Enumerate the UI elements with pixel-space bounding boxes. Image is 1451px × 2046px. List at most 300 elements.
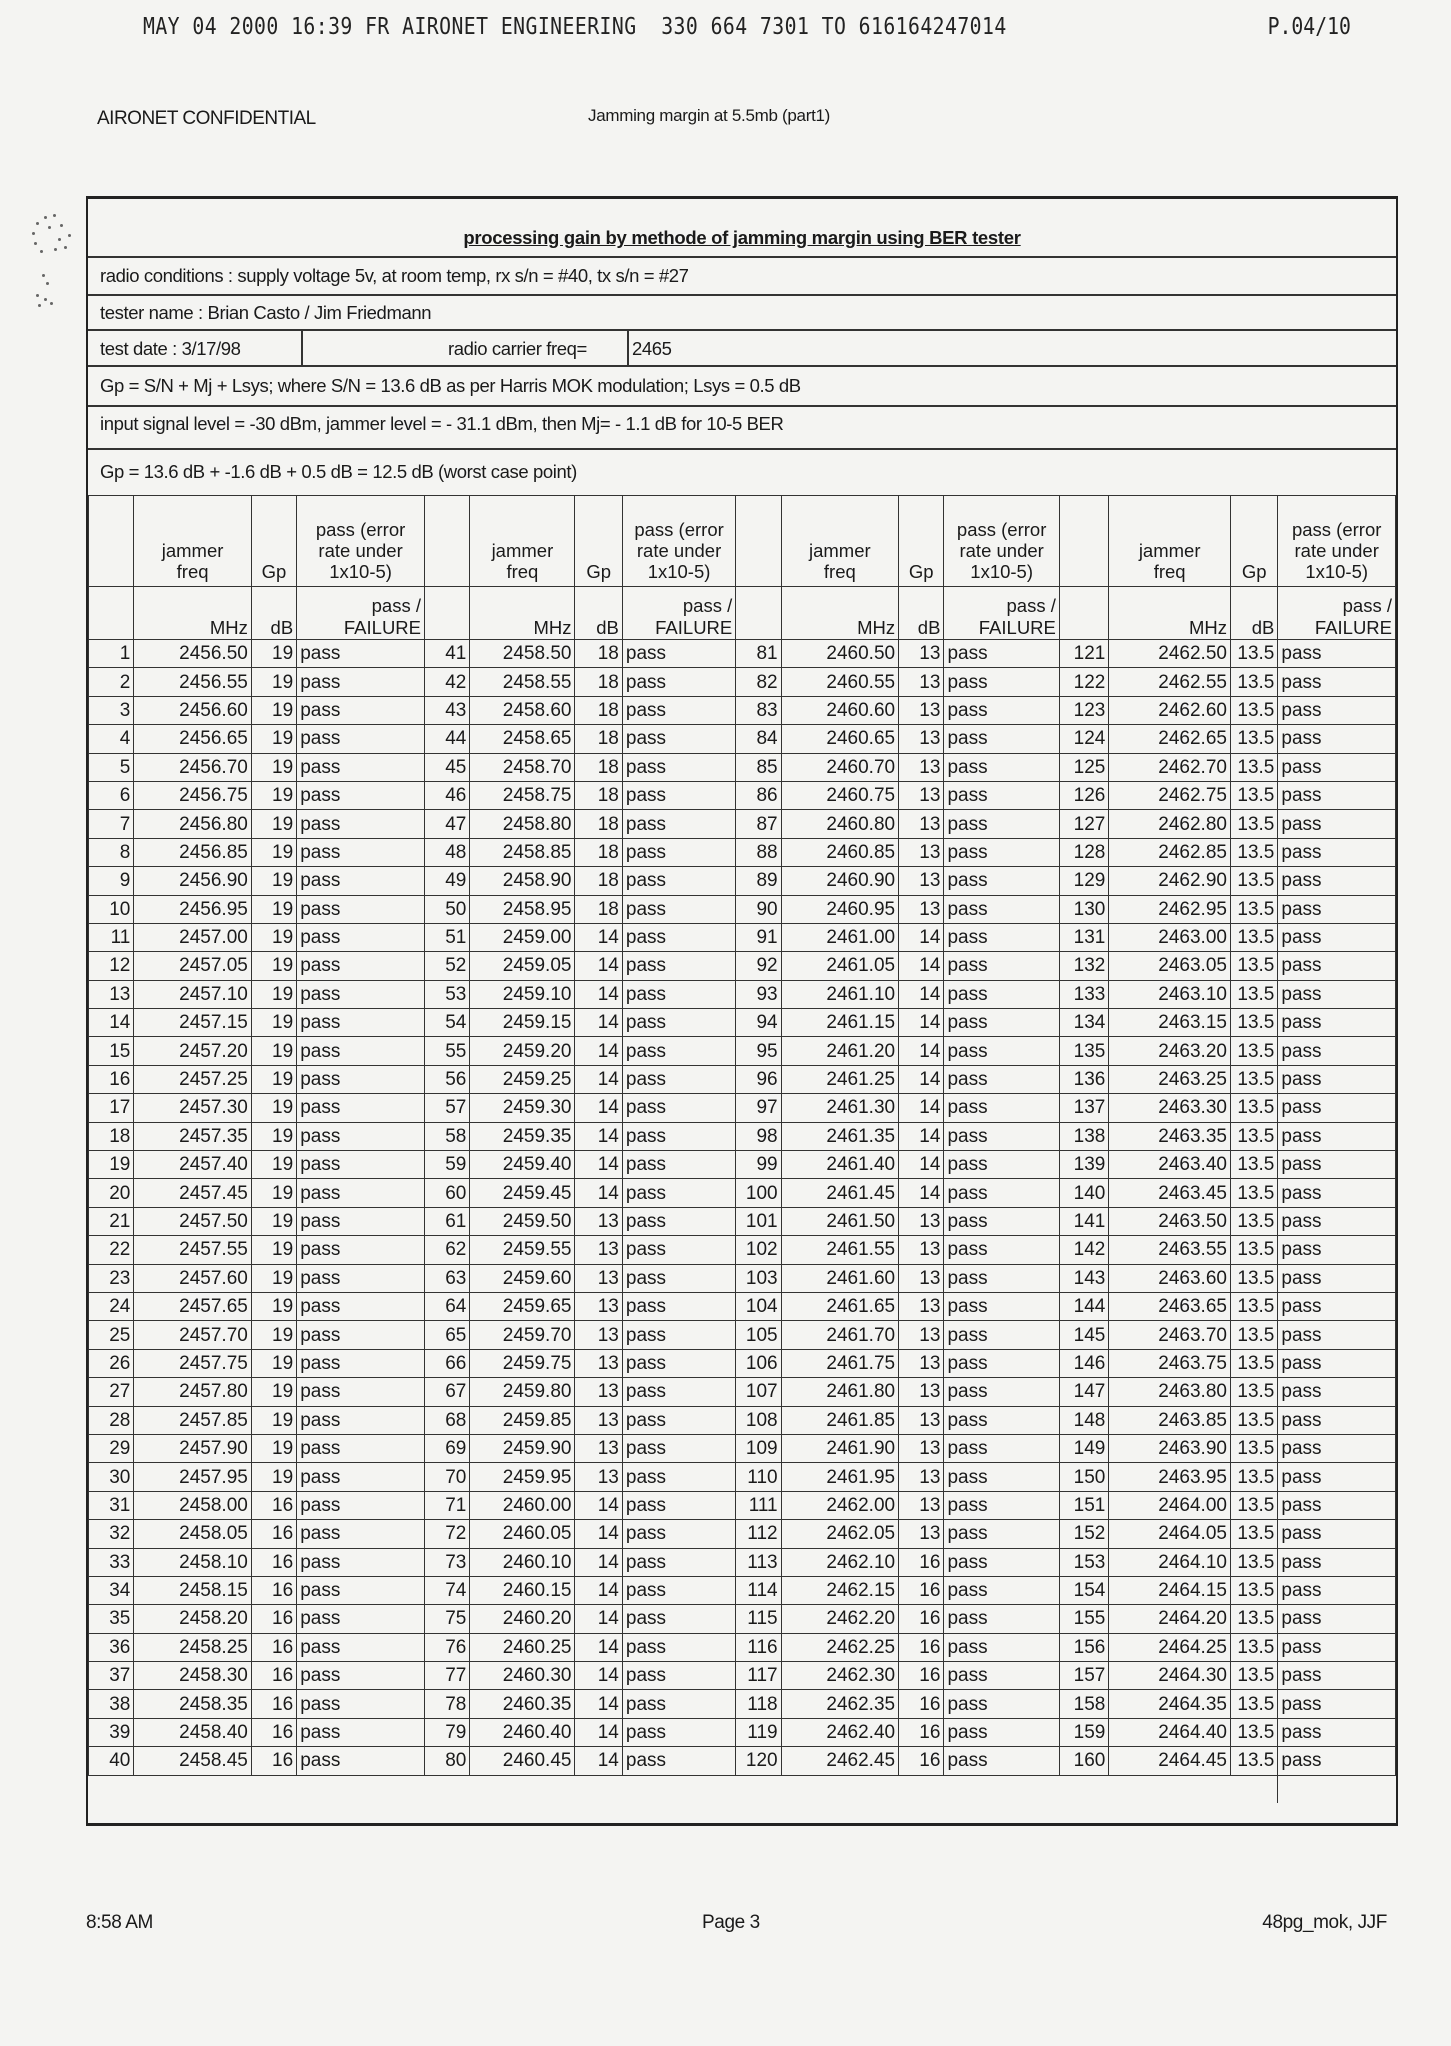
gp-cell: 18 — [575, 810, 622, 838]
pass-status-cell: pass — [1278, 1037, 1396, 1065]
gp-cell: 13.5 — [1230, 1122, 1277, 1150]
pass-status-cell: pass — [622, 1747, 735, 1775]
pass-status-cell: pass — [1278, 895, 1396, 923]
pass-status-cell: pass — [297, 1122, 425, 1150]
gp-cell: 14 — [899, 1065, 944, 1093]
row-index: 32 — [89, 1520, 134, 1548]
pass-status-cell: pass — [944, 1122, 1059, 1150]
row-index: 79 — [425, 1718, 470, 1746]
gp-cell: 14 — [575, 1037, 622, 1065]
gp-cell: 16 — [251, 1633, 296, 1661]
pass-status-cell: pass — [944, 725, 1059, 753]
row-index: 66 — [425, 1349, 470, 1377]
gp-cell: 13 — [575, 1207, 622, 1235]
jammer-freq-cell: 2461.60 — [781, 1264, 899, 1292]
col-gp-4: Gp — [1230, 496, 1277, 587]
blank-notes-row — [89, 1775, 1396, 1803]
row-index: 120 — [736, 1747, 781, 1775]
pass-status-cell: pass — [297, 1718, 425, 1746]
row-index: 149 — [1059, 1434, 1108, 1462]
row-index: 144 — [1059, 1292, 1108, 1320]
gp-cell: 13 — [575, 1463, 622, 1491]
gp-cell: 13.5 — [1230, 1094, 1277, 1122]
gp-cell: 19 — [251, 725, 296, 753]
gp-cell: 19 — [251, 1349, 296, 1377]
jammer-freq-cell: 2462.30 — [781, 1662, 899, 1690]
table-row — [89, 1207, 1396, 1235]
gp-cell: 13.5 — [1230, 1179, 1277, 1207]
jamming-margin-table — [88, 495, 1396, 1803]
unit-mhz: MHz — [1109, 587, 1231, 640]
jammer-freq-cell: 2458.20 — [134, 1605, 252, 1633]
jammer-freq-cell: 2462.50 — [1109, 640, 1231, 668]
gp-cell: 16 — [251, 1548, 296, 1576]
jammer-freq-cell: 2461.45 — [781, 1179, 899, 1207]
gp-cell: 13.5 — [1230, 838, 1277, 866]
unit-db: dB — [899, 587, 944, 640]
carrier-freq-label: radio carrier freq= — [448, 338, 587, 359]
gp-cell: 13 — [899, 725, 944, 753]
gp-cell: 19 — [251, 1378, 296, 1406]
pass-status-cell: pass — [1278, 1378, 1396, 1406]
gp-cell: 16 — [251, 1520, 296, 1548]
unit-mhz: MHz — [781, 587, 899, 640]
pass-status-cell: pass — [622, 867, 735, 895]
gp-cell: 13 — [899, 1264, 944, 1292]
unit-pass-failure: pass / FAILURE — [297, 587, 425, 640]
jammer-freq-cell: 2460.75 — [781, 781, 899, 809]
gp-cell: 13 — [899, 1236, 944, 1264]
gp-cell: 19 — [251, 1179, 296, 1207]
table-row — [89, 923, 1396, 951]
row-index: 92 — [736, 952, 781, 980]
row-index: 160 — [1059, 1747, 1108, 1775]
row-index: 70 — [425, 1463, 470, 1491]
jammer-freq-cell: 2462.45 — [781, 1747, 899, 1775]
pass-status-cell: pass — [622, 1520, 735, 1548]
gp-cell: 18 — [575, 668, 622, 696]
jammer-freq-cell: 2463.00 — [1109, 923, 1231, 951]
pass-status-cell: pass — [622, 725, 735, 753]
row-index: 124 — [1059, 725, 1108, 753]
jammer-freq-cell: 2462.85 — [1109, 838, 1231, 866]
pass-status-cell: pass — [297, 952, 425, 980]
pass-status-cell: pass — [297, 1009, 425, 1037]
gp-cell: 13.5 — [1230, 1236, 1277, 1264]
jammer-freq-cell: 2460.40 — [470, 1718, 575, 1746]
jammer-freq-cell: 2464.10 — [1109, 1548, 1231, 1576]
jammer-freq-cell: 2456.65 — [134, 725, 252, 753]
gp-cell: 19 — [251, 1434, 296, 1462]
gp-cell: 18 — [575, 781, 622, 809]
gp-cell: 16 — [251, 1662, 296, 1690]
row-index: 111 — [736, 1491, 781, 1519]
pass-status-cell: pass — [297, 1065, 425, 1093]
row-index: 4 — [89, 725, 134, 753]
table-row — [89, 1690, 1396, 1718]
jammer-freq-cell: 2460.80 — [781, 810, 899, 838]
table-row — [89, 1151, 1396, 1179]
row-index: 150 — [1059, 1463, 1108, 1491]
gp-cell: 13 — [575, 1406, 622, 1434]
jammer-freq-cell: 2460.35 — [470, 1690, 575, 1718]
pass-status-cell: pass — [944, 1434, 1059, 1462]
row-index: 83 — [736, 696, 781, 724]
gp-cell: 16 — [899, 1548, 944, 1576]
jammer-freq-cell: 2456.55 — [134, 668, 252, 696]
gp-cell: 13 — [899, 1321, 944, 1349]
row-index: 131 — [1059, 923, 1108, 951]
pass-status-cell: pass — [622, 1434, 735, 1462]
jammer-freq-cell: 2460.15 — [470, 1576, 575, 1604]
pass-status-cell: pass — [622, 1065, 735, 1093]
row-index: 152 — [1059, 1520, 1108, 1548]
unit-pass-failure: pass / FAILURE — [944, 587, 1059, 640]
jammer-freq-cell: 2463.30 — [1109, 1094, 1231, 1122]
fax-transmission-header: MAY 04 2000 16:39 FR AIRONET ENGINEERING 330 664 7301 TO 616164247014 — [143, 14, 1007, 40]
gp-formula: Gp = S/N + Mj + Lsys; where S/N = 13.6 dB as per Harris MOK modulation; Lsys = 0.5 dB — [100, 375, 801, 396]
row-index: 19 — [89, 1151, 134, 1179]
col-gp-2: Gp — [575, 496, 622, 587]
pass-status-cell: pass — [297, 1037, 425, 1065]
row-index: 8 — [89, 838, 134, 866]
pass-status-cell: pass — [622, 1491, 735, 1519]
pass-status-cell: pass — [944, 1292, 1059, 1320]
gp-cell: 14 — [575, 1179, 622, 1207]
gp-cell: 18 — [575, 867, 622, 895]
jammer-freq-cell: 2462.75 — [1109, 781, 1231, 809]
row-index: 35 — [89, 1605, 134, 1633]
row-index: 119 — [736, 1718, 781, 1746]
table-row — [89, 867, 1396, 895]
jammer-freq-cell: 2459.95 — [470, 1463, 575, 1491]
pass-status-cell: pass — [944, 1690, 1059, 1718]
row-index: 110 — [736, 1463, 781, 1491]
gp-cell: 13 — [575, 1434, 622, 1462]
row-index: 99 — [736, 1151, 781, 1179]
pass-status-cell: pass — [944, 1747, 1059, 1775]
pass-status-cell: pass — [297, 640, 425, 668]
pass-status-cell: pass — [297, 980, 425, 1008]
jammer-freq-cell: 2458.35 — [134, 1690, 252, 1718]
gp-cell: 13 — [899, 1349, 944, 1377]
gp-cell: 13 — [575, 1321, 622, 1349]
row-index: 85 — [736, 753, 781, 781]
gp-cell: 13.5 — [1230, 1548, 1277, 1576]
col-jammer-freq-2: jammer freq — [470, 496, 575, 587]
jammer-freq-cell: 2456.60 — [134, 696, 252, 724]
jammer-freq-cell: 2463.20 — [1109, 1037, 1231, 1065]
row-index: 128 — [1059, 838, 1108, 866]
row-index: 138 — [1059, 1122, 1108, 1150]
gp-cell: 18 — [575, 640, 622, 668]
jammer-freq-cell: 2462.80 — [1109, 810, 1231, 838]
pass-status-cell: pass — [297, 1264, 425, 1292]
jammer-freq-cell: 2460.70 — [781, 753, 899, 781]
pass-status-cell: pass — [1278, 1576, 1396, 1604]
gp-cell: 19 — [251, 1037, 296, 1065]
scan-artifact — [28, 212, 83, 307]
pass-status-cell: pass — [297, 1179, 425, 1207]
pass-status-cell: pass — [944, 1520, 1059, 1548]
pass-status-cell: pass — [297, 753, 425, 781]
gp-cell: 14 — [575, 1747, 622, 1775]
jammer-freq-cell: 2457.00 — [134, 923, 252, 951]
pass-status-cell: pass — [1278, 1065, 1396, 1093]
table-row — [89, 1094, 1396, 1122]
gp-cell: 16 — [251, 1576, 296, 1604]
row-index: 49 — [425, 867, 470, 895]
pass-status-cell: pass — [944, 895, 1059, 923]
pass-status-cell: pass — [1278, 867, 1396, 895]
unit-mhz: MHz — [134, 587, 252, 640]
row-index: 41 — [425, 640, 470, 668]
gp-cell: 16 — [899, 1690, 944, 1718]
gp-cell: 13 — [575, 1378, 622, 1406]
jammer-freq-cell: 2456.50 — [134, 640, 252, 668]
jammer-freq-cell: 2463.25 — [1109, 1065, 1231, 1093]
pass-status-cell: pass — [944, 1633, 1059, 1661]
row-index: 9 — [89, 867, 134, 895]
row-index: 121 — [1059, 640, 1108, 668]
jammer-freq-cell: 2457.80 — [134, 1378, 252, 1406]
row-index: 113 — [736, 1548, 781, 1576]
jammer-freq-cell: 2459.40 — [470, 1151, 575, 1179]
confidential-label: AIRONET CONFIDENTIAL — [97, 108, 316, 129]
pass-status-cell: pass — [1278, 696, 1396, 724]
gp-cell: 16 — [899, 1662, 944, 1690]
gp-cell: 13 — [899, 867, 944, 895]
pass-status-cell: pass — [622, 895, 735, 923]
jammer-freq-cell: 2460.25 — [470, 1633, 575, 1661]
pass-status-cell: pass — [622, 1264, 735, 1292]
jammer-freq-cell: 2463.65 — [1109, 1292, 1231, 1320]
pass-status-cell: pass — [297, 1236, 425, 1264]
pass-status-cell: pass — [622, 952, 735, 980]
jammer-freq-cell: 2462.95 — [1109, 895, 1231, 923]
jammer-freq-cell: 2460.10 — [470, 1548, 575, 1576]
pass-status-cell: pass — [1278, 1321, 1396, 1349]
row-index: 47 — [425, 810, 470, 838]
jammer-freq-cell: 2459.15 — [470, 1009, 575, 1037]
row-index: 159 — [1059, 1718, 1108, 1746]
jammer-freq-cell: 2459.65 — [470, 1292, 575, 1320]
jammer-freq-cell: 2464.45 — [1109, 1747, 1231, 1775]
jammer-freq-cell: 2460.05 — [470, 1520, 575, 1548]
row-index: 102 — [736, 1236, 781, 1264]
jammer-freq-cell: 2456.70 — [134, 753, 252, 781]
pass-status-cell: pass — [944, 1009, 1059, 1037]
gp-cell: 14 — [575, 1548, 622, 1576]
pass-status-cell: pass — [297, 895, 425, 923]
table-row — [89, 1236, 1396, 1264]
carrier-freq-value: 2465 — [632, 338, 672, 359]
row-index: 43 — [425, 696, 470, 724]
row-index: 55 — [425, 1037, 470, 1065]
gp-result: Gp = 13.6 dB + -1.6 dB + 0.5 dB = 12.5 dB (worst case point) — [100, 461, 577, 482]
row-index: 31 — [89, 1491, 134, 1519]
jammer-freq-cell: 2462.25 — [781, 1633, 899, 1661]
unit-pass-failure: pass / FAILURE — [622, 587, 735, 640]
jammer-freq-cell: 2457.35 — [134, 1122, 252, 1150]
pass-status-cell: pass — [622, 640, 735, 668]
row-index: 77 — [425, 1662, 470, 1690]
pass-status-cell: pass — [622, 1236, 735, 1264]
sheet-title: processing gain by methode of jamming margin using BER tester — [463, 227, 1021, 248]
jammer-freq-cell: 2463.85 — [1109, 1406, 1231, 1434]
jammer-freq-cell: 2458.10 — [134, 1548, 252, 1576]
pass-status-cell: pass — [622, 1576, 735, 1604]
row-index: 122 — [1059, 668, 1108, 696]
pass-status-cell: pass — [297, 781, 425, 809]
gp-cell: 16 — [899, 1605, 944, 1633]
jammer-freq-cell: 2460.50 — [781, 640, 899, 668]
pass-status-cell: pass — [1278, 1463, 1396, 1491]
pass-status-cell: pass — [297, 1633, 425, 1661]
jammer-freq-cell: 2458.85 — [470, 838, 575, 866]
pass-status-cell: pass — [944, 867, 1059, 895]
jammer-freq-cell: 2458.70 — [470, 753, 575, 781]
jammer-freq-cell: 2458.95 — [470, 895, 575, 923]
gp-cell: 19 — [251, 1292, 296, 1320]
row-index: 53 — [425, 980, 470, 1008]
gp-cell: 14 — [575, 1122, 622, 1150]
row-index: 56 — [425, 1065, 470, 1093]
gp-cell: 14 — [575, 1094, 622, 1122]
table-row — [89, 952, 1396, 980]
row-index: 12 — [89, 952, 134, 980]
col-pass-4: pass (error rate under 1x10-5) — [1278, 496, 1396, 587]
row-index: 74 — [425, 1576, 470, 1604]
jammer-freq-cell: 2461.40 — [781, 1151, 899, 1179]
jammer-freq-cell: 2457.95 — [134, 1463, 252, 1491]
gp-cell: 19 — [251, 640, 296, 668]
header-row-units — [89, 587, 1396, 640]
pass-status-cell: pass — [297, 1576, 425, 1604]
gp-cell: 19 — [251, 781, 296, 809]
gp-cell: 13.5 — [1230, 1207, 1277, 1235]
gp-cell: 13 — [899, 696, 944, 724]
row-index: 117 — [736, 1662, 781, 1690]
pass-status-cell: pass — [622, 1009, 735, 1037]
table-row — [89, 1179, 1396, 1207]
pass-status-cell: pass — [297, 1207, 425, 1235]
pass-status-cell: pass — [622, 1463, 735, 1491]
jammer-freq-cell: 2461.70 — [781, 1321, 899, 1349]
row-index: 151 — [1059, 1491, 1108, 1519]
table-row — [89, 1406, 1396, 1434]
row-index: 145 — [1059, 1321, 1108, 1349]
row-index: 118 — [736, 1690, 781, 1718]
gp-cell: 13.5 — [1230, 1520, 1277, 1548]
col-gp-1: Gp — [251, 496, 296, 587]
gp-cell: 19 — [251, 923, 296, 951]
row-index: 91 — [736, 923, 781, 951]
gp-cell: 19 — [251, 1207, 296, 1235]
row-index: 18 — [89, 1122, 134, 1150]
row-index: 116 — [736, 1633, 781, 1661]
gp-cell: 13.5 — [1230, 1690, 1277, 1718]
row-index: 104 — [736, 1292, 781, 1320]
pass-status-cell: pass — [944, 1179, 1059, 1207]
jammer-freq-cell: 2464.35 — [1109, 1690, 1231, 1718]
unit-db: dB — [575, 587, 622, 640]
gp-cell: 13.5 — [1230, 1463, 1277, 1491]
jammer-freq-cell: 2463.60 — [1109, 1264, 1231, 1292]
pass-status-cell: pass — [944, 696, 1059, 724]
pass-status-cell: pass — [944, 1037, 1059, 1065]
gp-cell: 14 — [575, 1576, 622, 1604]
gp-cell: 19 — [251, 980, 296, 1008]
row-index: 101 — [736, 1207, 781, 1235]
pass-status-cell: pass — [297, 810, 425, 838]
pass-status-cell: pass — [1278, 1349, 1396, 1377]
row-index: 146 — [1059, 1349, 1108, 1377]
jammer-freq-cell: 2459.75 — [470, 1349, 575, 1377]
jammer-freq-cell: 2463.55 — [1109, 1236, 1231, 1264]
pass-status-cell: pass — [297, 1151, 425, 1179]
gp-cell: 13.5 — [1230, 1264, 1277, 1292]
jammer-freq-cell: 2464.00 — [1109, 1491, 1231, 1519]
jammer-freq-cell: 2461.85 — [781, 1406, 899, 1434]
pass-status-cell: pass — [944, 980, 1059, 1008]
footer-page: Page 3 — [702, 1912, 760, 1933]
row-index: 89 — [736, 867, 781, 895]
table-row — [89, 1520, 1396, 1548]
row-index: 100 — [736, 1179, 781, 1207]
pass-status-cell: pass — [944, 1236, 1059, 1264]
gp-cell: 19 — [251, 1065, 296, 1093]
jammer-freq-cell: 2457.90 — [134, 1434, 252, 1462]
pass-status-cell: pass — [944, 923, 1059, 951]
gp-cell: 16 — [251, 1605, 296, 1633]
row-index: 21 — [89, 1207, 134, 1235]
pass-status-cell: pass — [297, 1434, 425, 1462]
jammer-freq-cell: 2460.00 — [470, 1491, 575, 1519]
jammer-freq-cell: 2462.65 — [1109, 725, 1231, 753]
unit-mhz: MHz — [470, 587, 575, 640]
row-index: 15 — [89, 1037, 134, 1065]
test-date: test date : 3/17/98 — [100, 338, 241, 359]
pass-status-cell: pass — [944, 1491, 1059, 1519]
pass-status-cell: pass — [1278, 1009, 1396, 1037]
row-index: 75 — [425, 1605, 470, 1633]
jammer-freq-cell: 2458.90 — [470, 867, 575, 895]
gp-cell: 14 — [575, 1520, 622, 1548]
gp-cell: 13.5 — [1230, 1605, 1277, 1633]
jammer-freq-cell: 2461.20 — [781, 1037, 899, 1065]
jammer-freq-cell: 2456.95 — [134, 895, 252, 923]
jammer-freq-cell: 2457.25 — [134, 1065, 252, 1093]
table-row — [89, 1463, 1396, 1491]
jammer-freq-cell: 2458.55 — [470, 668, 575, 696]
gp-cell: 13 — [899, 1434, 944, 1462]
pass-status-cell: pass — [297, 696, 425, 724]
pass-status-cell: pass — [1278, 1633, 1396, 1661]
jammer-freq-cell: 2460.55 — [781, 668, 899, 696]
row-index: 142 — [1059, 1236, 1108, 1264]
pass-status-cell: pass — [622, 810, 735, 838]
jammer-freq-cell: 2464.05 — [1109, 1520, 1231, 1548]
jammer-freq-cell: 2460.85 — [781, 838, 899, 866]
jammer-freq-cell: 2457.75 — [134, 1349, 252, 1377]
row-index: 86 — [736, 781, 781, 809]
row-index: 154 — [1059, 1576, 1108, 1604]
gp-cell: 13 — [899, 1406, 944, 1434]
jammer-freq-cell: 2463.80 — [1109, 1378, 1231, 1406]
row-index: 103 — [736, 1264, 781, 1292]
row-index: 64 — [425, 1292, 470, 1320]
